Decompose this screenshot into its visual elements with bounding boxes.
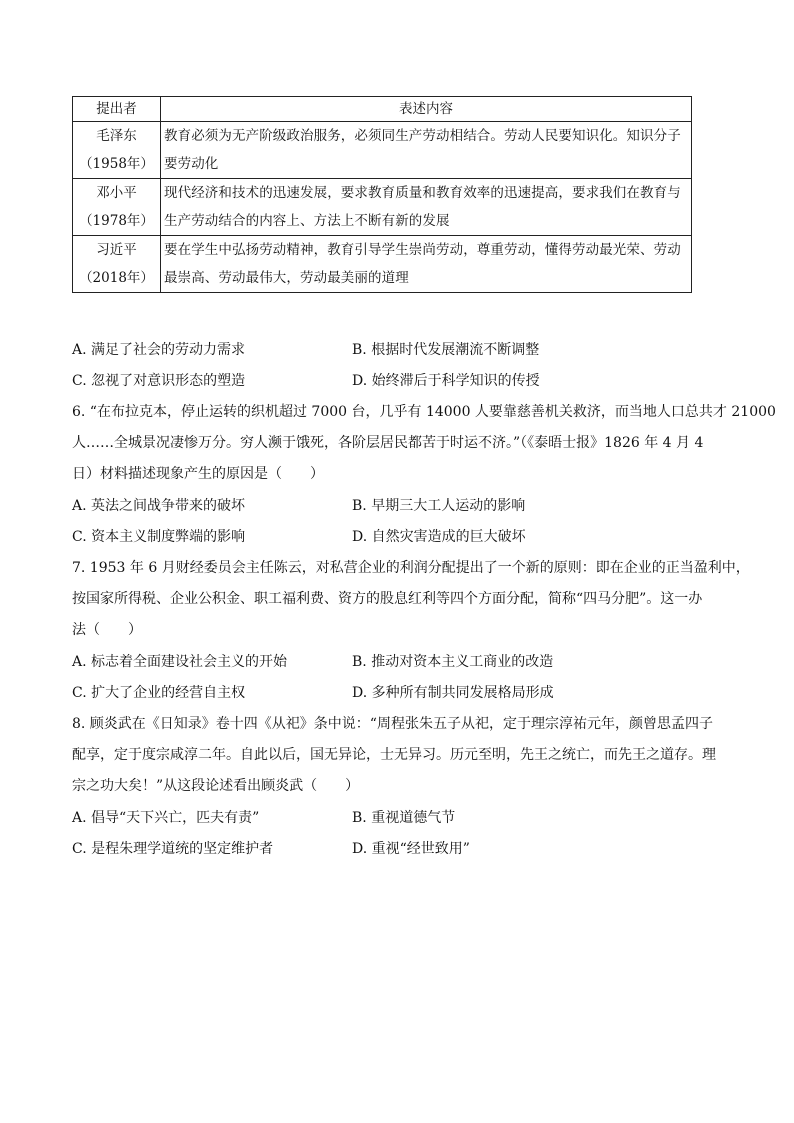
header-proposer: 提出者 <box>73 97 161 122</box>
q6-option-d[interactable]: D. 自然灾害造成的巨大破坏 <box>352 529 526 545</box>
table-row <box>73 236 692 293</box>
q7-option-d[interactable]: D. 多种所有制共同发展格局形成 <box>352 685 554 701</box>
q7-stem-line-3: 法（ ） <box>72 622 142 638</box>
table-row <box>73 179 692 236</box>
q7-stem-line-2: 按国家所得税、企业公积金、职工福利费、资方的股息红利等四个方面分配，简称“四马分肥”。这一办 <box>72 591 703 607</box>
q8-stem-line-2: 配享，定于度宗咸淳二年。自此以后，国无异论，士无异习。历元至明，先王之统亡，而先王之道存。理 <box>72 747 716 763</box>
q7-option-b[interactable]: B. 推动对资本主义工商业的改造 <box>352 654 554 670</box>
q5-option-b[interactable]: B. 根据时代发展潮流不断调整 <box>352 342 540 358</box>
row-content: 现代经济和技术的迅速发展，要求教育质量和教育效率的迅速提高，要求我们在教育与生产劳动结合的内容上、方法上不断有新的发展 <box>161 179 692 236</box>
row-proposer: 习近平（2018年） <box>73 236 161 293</box>
q6-option-b[interactable]: B. 早期三大工人运动的影响 <box>352 498 526 514</box>
q8-stem-line-3: 宗之功大矣！”从这段论述看出顾炎武（ ） <box>72 778 360 794</box>
q6-stem-line-1: 6. “在布拉克本，停止运转的织机超过 7000 台，几乎有 14000 人要靠慈善机关救济，而当地人口总共才 21000 <box>72 404 776 420</box>
table-row <box>73 122 692 179</box>
q5-option-c[interactable]: C. 忽视了对意识形态的塑造 <box>72 373 246 389</box>
q8-option-b[interactable]: B. 重视道德气节 <box>352 810 456 826</box>
row-proposer: 邓小平（1978年） <box>73 179 161 236</box>
row-content: 教育必须为无产阶级政治服务，必须同生产劳动相结合。劳动人民要知识化。知识分子要劳动化 <box>161 122 692 179</box>
header-content: 表述内容 <box>161 97 692 122</box>
q8-option-a[interactable]: A. 倡导“天下兴亡，匹夫有责” <box>72 810 260 826</box>
q8-stem-line-1: 8. 顾炎武在《日知录》卷十四《从祀》条中说：“周程张朱五子从祀，定于理宗淳祐元年，颜曾思孟四子 <box>72 716 713 732</box>
q5-option-a[interactable]: A. 满足了社会的劳动力需求 <box>72 342 246 358</box>
quotation-table <box>72 96 692 293</box>
q6-stem-line-3: 日）材料描述现象产生的原因是（ ） <box>72 466 324 482</box>
q7-stem-line-1: 7. 1953 年 6 月财经委员会主任陈云，对私营企业的利润分配提出了一个新的原则：即在企业的正当盈利中， <box>72 560 750 576</box>
q7-option-c[interactable]: C. 扩大了企业的经营自主权 <box>72 685 246 701</box>
q8-option-d[interactable]: D. 重视“经世致用” <box>352 841 470 857</box>
q5-option-d[interactable]: D. 始终滞后于科学知识的传授 <box>352 373 540 389</box>
q8-option-c[interactable]: C. 是程朱理学道统的坚定维护者 <box>72 841 274 857</box>
table-header-row <box>73 97 692 122</box>
q6-stem-line-2: 人……全城景况凄惨万分。穷人濒于饿死，各阶层居民都苦于时运不济。”（《泰晤士报》1826 年 4 月 4 <box>72 435 704 451</box>
row-content: 要在学生中弘扬劳动精神，教育引导学生崇尚劳动，尊重劳动，懂得劳动最光荣、劳动最崇高、劳动最伟大，劳动最美丽的道理 <box>161 236 692 293</box>
row-proposer: 毛泽东（1958年） <box>73 122 161 179</box>
q6-option-c[interactable]: C. 资本主义制度弊端的影响 <box>72 529 246 545</box>
q7-option-a[interactable]: A. 标志着全面建设社会主义的开始 <box>72 654 288 670</box>
q6-option-a[interactable]: A. 英法之间战争带来的破坏 <box>72 498 246 514</box>
